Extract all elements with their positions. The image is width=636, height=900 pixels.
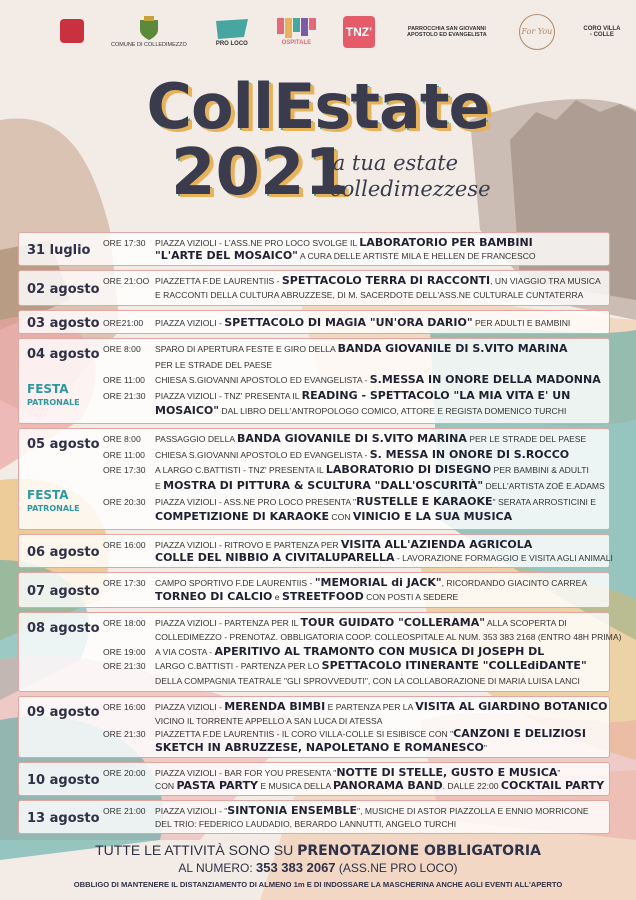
borghi-logo: [60, 19, 84, 45]
event-highlight: BANDA GIOVANILE DI S.VITO MARINA: [337, 342, 568, 355]
proloco-logo: [214, 17, 250, 47]
event-text: ": [557, 768, 561, 778]
event-line: [103, 780, 604, 792]
event-text: CHIESA S.GIOVANNI APOSTOLO ED EVANGELISTA -: [155, 375, 370, 386]
event-time: ORE 20:30: [103, 496, 146, 507]
event-line: [103, 591, 458, 603]
event-text: PIAZZETTA F.DE LAURENTIIS -: [155, 276, 282, 286]
event-text: A VIA COSTA -: [155, 646, 215, 657]
event-highlight: PASTA PARTY: [176, 779, 258, 792]
event-highlight: S. MESSA IN ONORE DI S.ROCCO: [369, 447, 570, 461]
event-time: ORE 21:30: [103, 661, 146, 672]
comune-logo: [111, 16, 187, 48]
patronale-label: PATRONALE: [27, 398, 80, 407]
event-highlight: RUSTELLE E KARAOKE: [356, 494, 493, 508]
event-text: A LARGO C.BATTISTI - TNZ' PRESENTA IL: [155, 465, 326, 476]
event-line: [103, 480, 605, 492]
festa-patronale-label: [27, 383, 80, 409]
event-highlight: PANORAMA BAND: [332, 779, 443, 792]
parrocchia-logo: [402, 26, 492, 38]
event-line: [103, 701, 608, 713]
event-text: PIAZZA VIZIOLI - PARTENZA PER IL: [155, 618, 301, 628]
event-text: CON: [155, 781, 177, 791]
event-date: 05 agosto: [27, 437, 100, 452]
event-highlight: "L'ARTE DEL MOSAICO": [155, 249, 298, 262]
event-text: PER LE STRADE DEL PAESE: [155, 359, 273, 370]
coat-of-arms-icon: [138, 16, 160, 42]
tagline-line1: la tua estate: [326, 151, 459, 175]
event-line: [103, 275, 601, 287]
event-line: [103, 715, 383, 727]
event-line: [103, 805, 589, 817]
event-text: E RACCONTI DELLA CULTURA ABRUZZESE, DI M. SACERDOTE DELL'ASS.NE CULTURALE CUNTATERRA: [155, 290, 584, 300]
event-line: [103, 317, 570, 329]
event-line: [103, 405, 566, 417]
event-text: E PARTENZA PER LA: [325, 702, 416, 712]
for-you-logo-mark: For You: [519, 14, 555, 50]
event-text: A CURA DELLE ARTISTE MILA E HELLEN DE FRANCESCO: [297, 251, 536, 261]
event-highlight: APERITIVO AL TRAMONTO CON MUSICA DI JOSEPH DL: [214, 644, 545, 658]
booking-phone: [0, 860, 636, 875]
event-line: [103, 631, 621, 643]
event-date: 04 agosto: [27, 347, 100, 362]
event-highlight: VISITA ALL'AZIENDA AGRICOLA: [340, 538, 533, 551]
event-text: ": [483, 742, 487, 753]
event-date: 10 agosto: [27, 772, 100, 788]
patronale-label: PATRONALE: [27, 504, 80, 513]
event-text: PIAZZA VIZIOLI - RITROVO E PARTENZA PER: [155, 540, 341, 550]
event-time: ORE 17:30: [103, 465, 146, 476]
event-time: ORE 16:00: [103, 540, 146, 550]
event-text: PER LE STRADE DEL PAESE: [466, 434, 587, 444]
event-time: ORE 21:30: [103, 729, 146, 739]
event-time: ORE21:00: [103, 318, 144, 328]
event-highlight: COLLE DEL NIBBIO A CIVITALUPARELLA: [155, 551, 395, 564]
event-line: [103, 511, 512, 523]
event-text: DELLA COMPAGNIA TEATRALE "GLI SPROVVEDUTI", CON LA COLLABORAZIONE DI MARIA LUISA LANCI: [155, 675, 580, 686]
event-date: 31 luglio: [27, 242, 91, 258]
booking-notice-text: TUTTE LE ATTIVITÀ SONO SU: [95, 842, 298, 858]
event-row: [18, 232, 610, 266]
event-text: DAL LIBRO DELL'ANTROPOLOGO COMICO, ATTORE E REGISTA DOMENICO TURCHI: [218, 406, 567, 417]
event-highlight: COCKTAIL PARTY: [500, 779, 605, 792]
event-highlight: SPETTACOLO ITINERANTE "COLLEdiDANTE": [321, 659, 587, 673]
event-line: [103, 675, 580, 687]
event-line: [103, 818, 456, 830]
logo-bar: [0, 0, 636, 64]
event-line: [103, 289, 583, 301]
comune-logo-label: COMUNE DI COLLEDIMEZZO: [111, 42, 187, 48]
event-row: [18, 612, 622, 692]
tagline-line2: colledimezzese: [330, 177, 491, 201]
event-text: COLLEDIMEZZO - PRENOTAZ. OBBLIGATORIA COOP. COLLEOSPITALE AL NUM. 353 383 2168 (ENTRO 48H PRIMA): [155, 632, 622, 643]
event-text: DEL TRIO: FEDERICO LAUDADIO, BERARDO LANNUTTI, ANGELO TURCHI: [155, 819, 457, 829]
booking-notice: [0, 842, 636, 859]
phone-suffix: (ASS.NE PRO LOCO): [335, 861, 458, 875]
event-highlight: TORNEO DI CALCIO: [155, 590, 273, 603]
event-row: [18, 428, 610, 530]
booking-required: PRENOTAZIONE OBBLIGATORIA: [297, 843, 541, 859]
event-highlight: READING - SPETTACOLO "LA MIA VITA E' UN: [301, 388, 571, 402]
event-highlight: LABORATORIO DI DISEGNO: [325, 463, 492, 477]
event-row: [18, 572, 610, 608]
event-highlight: NOTTE DI STELLE, GUSTO E MUSICA: [336, 766, 558, 779]
main-title: CollEstate: [146, 70, 490, 143]
coro-logo-label: CORO VILLA - COLLE: [583, 26, 621, 38]
event-text: PIAZZA VIZIOLI - L'ASS.NE PRO LOCO SVOLGE IL: [155, 238, 360, 248]
event-text: - LAVORAZIONE FORMAGGIO E VISITA AGLI ANIMALI: [394, 553, 613, 563]
event-date: 09 agosto: [27, 705, 100, 720]
event-text: CON POSTI A SEDERE: [363, 592, 459, 602]
event-row: [18, 800, 610, 834]
event-text: ", MUSICHE DI ASTOR PIAZZOLLA E ENNIO MORRICONE: [357, 806, 589, 816]
event-line: [103, 449, 569, 461]
event-time: ORE 19:00: [103, 646, 146, 657]
event-text: PIAZZA VIZIOLI -: [155, 318, 225, 328]
event-text: E MUSICA DELLA: [257, 781, 333, 791]
parrocchia-logo-label: PARROCCHIA SAN GIOVANNI APOSTOLO ED EVANGELISTA: [406, 26, 487, 38]
event-line: [103, 390, 570, 402]
event-row: [18, 310, 610, 334]
event-text: PIAZZA VIZIOLI - ASS.NE PRO LOCO PRESENTA ": [155, 496, 357, 507]
event-time: ORE 21:OO: [103, 276, 150, 286]
event-highlight: STREETFOOD: [281, 590, 364, 603]
event-time: ORE 20:00: [103, 768, 146, 778]
event-text: SPARO DI APERTURA FESTE E GIRO DELLA: [155, 344, 338, 354]
event-highlight: MERENDA BIMBI: [224, 700, 326, 713]
event-time: ORE 21:00: [103, 806, 146, 816]
event-highlight: MOSTRA DI PITTURA & SCULTURA "DALL'OSCURITÀ": [163, 479, 484, 492]
event-line: [103, 767, 560, 779]
covid-notice: OBBLIGO DI MANTENERE IL DISTANZIAMENTO DI ALMENO 1m E DI INDOSSARE LA MASCHERINA ANCHE AGLI EVENTI ALL'APERTO: [73, 880, 563, 889]
year-title: 2021: [170, 136, 350, 210]
event-highlight: TOUR GUIDATO "COLLERAMA": [300, 616, 485, 629]
event-time: ORE 17:30: [103, 578, 146, 588]
event-date: 13 agosto: [27, 810, 100, 826]
event-text: PIAZZA VIZIOLI - TNZ' PRESENTA IL: [155, 390, 302, 401]
colle-ospitale-logo: [277, 18, 316, 46]
event-highlight: "MEMORIAL di JACK": [314, 576, 442, 589]
event-line: [103, 539, 532, 551]
event-row: [18, 338, 610, 424]
for-you-logo: [519, 14, 555, 50]
event-highlight: S.MESSA IN ONORE DELLA MADONNA: [369, 373, 601, 387]
event-row: [18, 270, 610, 306]
event-text: E: [155, 481, 164, 491]
event-line: [103, 496, 596, 508]
event-text: CAMPO SPORTIVO F.DE LAURENTIIS -: [155, 578, 315, 588]
event-highlight: SKETCH IN ABRUZZESE, NAPOLETANO E ROMANESCO: [155, 740, 484, 754]
event-row: [18, 534, 613, 568]
event-text: PIAZZETTA F.DE LAURENTIIS - IL CORO VILLA-COLLE SI ESIBISCE CON ": [155, 729, 454, 739]
event-line: [103, 250, 536, 262]
event-line: [103, 433, 586, 445]
event-text: VICINO IL TORRENTE APPELLO A SAN LUCA DI ATESSA: [155, 715, 383, 726]
event-highlight: CANZONI E DELIZIOSI: [453, 727, 586, 740]
event-text: CON: [328, 512, 353, 523]
event-highlight: COMPETIZIONE DI KARAOKE: [155, 510, 329, 524]
event-line: [103, 237, 533, 249]
event-text: PER BAMBINI & ADULTI: [491, 465, 589, 476]
event-highlight: BANDA GIOVANILE DI S.VITO MARINA: [237, 432, 467, 445]
event-text: e: [272, 592, 282, 602]
event-time: ORE 8:00: [103, 344, 141, 354]
event-highlight: SPETTACOLO DI MAGIA "UN'ORA DARIO": [224, 316, 473, 329]
event-text: , RICORDANDO GIACINTO CARREA: [441, 578, 588, 588]
event-highlight: VINICIO E LA SUA MUSICA: [352, 510, 513, 524]
event-date: 08 agosto: [27, 621, 100, 636]
event-text: DELL'ARTISTA ZOË E.ADAMS: [483, 481, 605, 491]
event-time: ORE 16:00: [103, 702, 146, 712]
event-line: [103, 343, 567, 355]
event-line: [103, 552, 613, 564]
event-line: [103, 728, 586, 740]
proloco-logo-label: PRO LOCO: [215, 41, 248, 47]
event-time: ORE 11:00: [103, 375, 145, 386]
event-text: ALLA SCOPERTA DI: [484, 618, 567, 628]
event-highlight: SINTONIA ENSEMBLE: [227, 804, 358, 817]
event-line: [103, 577, 587, 589]
event-time: ORE 8:00: [103, 434, 141, 444]
tagline: [326, 150, 491, 202]
event-line: [103, 464, 589, 476]
event-text: . DALLE 22:00: [442, 781, 501, 791]
event-highlight: VISITA AL GIARDINO BOTANICO: [415, 700, 608, 713]
event-text: PASSAGGIO DELLA: [155, 434, 237, 444]
event-line: [103, 742, 487, 754]
festa-patronale-label: [27, 489, 80, 515]
tnz-logo: [343, 16, 375, 48]
event-line: [103, 617, 567, 629]
colle-ospitale-label: OSPITALE: [281, 40, 312, 46]
festa-label: FESTA: [27, 382, 69, 396]
event-text: PER ADULTI E BAMBINI: [472, 318, 571, 328]
event-text: LARGO C.BATTISTI - PARTENZA PER LO: [155, 661, 322, 672]
festa-label: FESTA: [27, 488, 69, 502]
event-time: ORE 18:00: [103, 618, 146, 628]
event-date: 02 agosto: [27, 281, 100, 297]
event-line: [103, 374, 601, 386]
event-row: [18, 762, 610, 796]
event-row: [18, 696, 610, 758]
event-line: [103, 660, 587, 672]
event-date: 06 agosto: [27, 544, 100, 560]
event-text: PIAZZA VIZIOLI -: [155, 702, 225, 712]
event-text: PIAZZA VIZIOLI - BAR FOR YOU PRESENTA ": [155, 768, 337, 778]
tnz-logo-mark: TNZ': [343, 16, 375, 48]
event-line: [103, 646, 544, 658]
event-date: 03 agosto: [27, 315, 100, 331]
event-highlight: LABORATORIO PER BAMBINI: [359, 236, 533, 249]
event-text: CHIESA S.GIOVANNI APOSTOLO ED EVANGELISTA -: [155, 449, 370, 460]
proloco-icon: [214, 17, 250, 41]
phone-prefix: AL NUMERO:: [178, 861, 256, 875]
event-highlight: MOSAICO": [155, 404, 219, 418]
borghi-logo-icon: [60, 19, 84, 43]
event-text: " SERATA ARROSTICINI E: [492, 496, 597, 507]
phone-number: 353 383 2067: [256, 860, 336, 875]
coro-logo: [582, 26, 622, 38]
event-time: ORE 21:30: [103, 390, 146, 401]
event-text: PIAZZA VIZIOLI - ": [155, 806, 228, 816]
event-text: , UN VIAGGIO TRA MUSICA: [490, 276, 601, 286]
colle-blocks-icon: [277, 18, 316, 38]
event-time: ORE 17:30: [103, 238, 146, 248]
event-highlight: SPETTACOLO TERRA DI RACCONTI: [281, 274, 491, 287]
event-date: 07 agosto: [27, 583, 100, 599]
event-line: [103, 359, 272, 371]
event-time: ORE 11:00: [103, 449, 145, 460]
